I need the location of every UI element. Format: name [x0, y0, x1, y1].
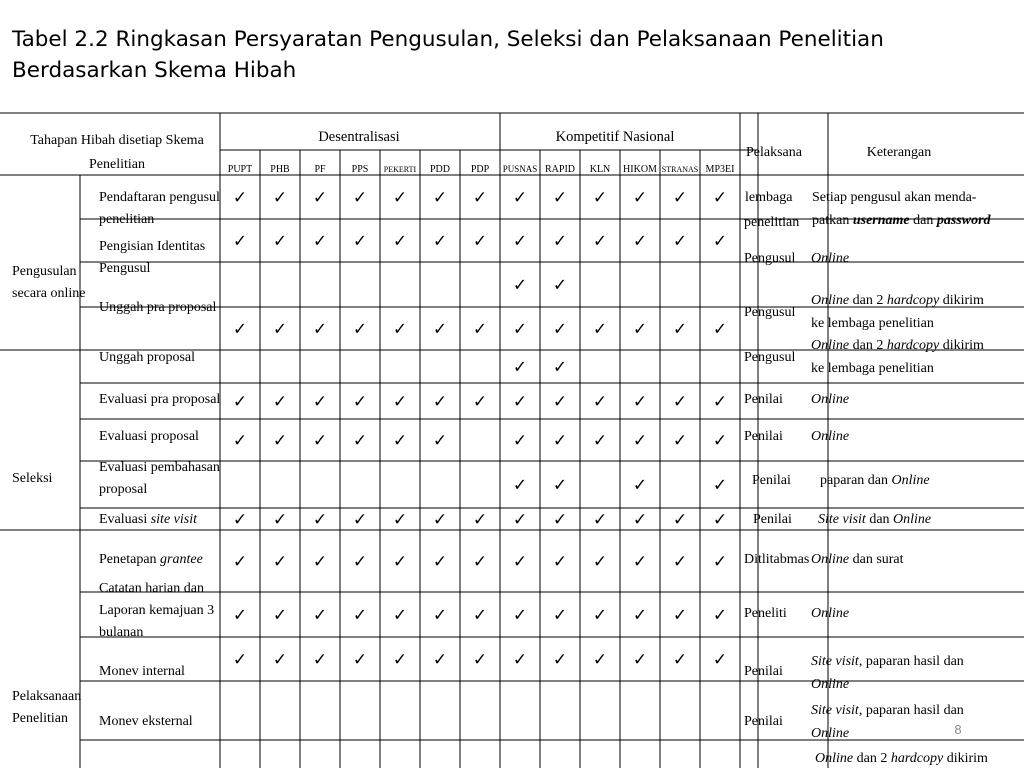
table-row-1-check-pdd: ✓	[432, 231, 448, 251]
table-row-1-check-kln: ✓	[592, 231, 608, 251]
table-row-9-check-pekerti: ✓	[392, 552, 408, 571]
table-row-11-activity	[99, 714, 193, 729]
table-row-11-check-pupt: ✓	[232, 650, 248, 669]
table-row-5-check-pps: ✓	[352, 392, 368, 411]
table-row-3-check-phb: ✓	[272, 319, 288, 339]
table-row-8-check-pupt: ✓	[232, 510, 248, 529]
table-row-8-check-stranas: ✓	[672, 510, 688, 529]
table-row-9-activity	[99, 603, 214, 618]
table-row-11-keterangan-run-1: , paparan hasil dan	[858, 703, 964, 718]
table-row-1-keterangan-run-0: Online	[811, 251, 850, 266]
table-row-4-pelaksana: Penilai	[744, 392, 783, 407]
table-row-4-keterangan	[811, 392, 849, 407]
table-row-3-keterangan-run-0: ke lembaga penelitian	[811, 361, 934, 376]
table-row-1-check-pdp: ✓	[472, 231, 488, 251]
table-row-0-activity	[99, 212, 154, 227]
table-row-9-check-hikom: ✓	[632, 552, 648, 571]
table-row-1-check-mp3ei: ✓	[712, 231, 728, 251]
table-row-5-check-pupt: ✓	[232, 392, 248, 411]
table-row-1-check-hikom: ✓	[632, 231, 648, 251]
table-row-6-check-pf: ✓	[312, 431, 328, 450]
table-row-11-check-phb: ✓	[272, 650, 288, 669]
table-row-11-check-pf: ✓	[312, 650, 328, 669]
table-row-9-activity-run-0: Catatan harian dan	[99, 581, 204, 596]
table-row-10-check-pps: ✓	[352, 605, 368, 625]
table-row-5-check-mp3ei: ✓	[712, 392, 728, 411]
table-row-2-keterangan-run-0: Online	[811, 293, 850, 308]
table-row-5-activity-run-0: Evaluasi proposal	[99, 429, 199, 444]
table-row-7-keterangan	[818, 512, 931, 527]
table-row-7-check-rapid: ✓	[552, 475, 568, 495]
table-row-5-check-stranas: ✓	[672, 392, 688, 411]
header-scheme-pusnas: PUSNAS	[502, 164, 538, 174]
table-row-10-pelaksana: Penilai	[744, 664, 783, 679]
table-row-0-keterangan	[812, 213, 992, 228]
table-row-0-check-pekerti: ✓	[392, 188, 408, 207]
table-row-8-activity	[99, 552, 203, 567]
header-stage-column: Tahapan Hibah disetiap Skema	[30, 133, 204, 148]
table-row-5-check-phb: ✓	[272, 392, 288, 411]
table-row-11-pelaksana: Penilai	[744, 714, 783, 729]
table-row-4-activity	[99, 392, 220, 407]
table-row-2-keterangan	[811, 316, 934, 331]
table-row-12-keterangan	[815, 751, 988, 766]
table-row-6-keterangan	[820, 473, 930, 488]
table-row-3-check-pekerti: ✓	[392, 319, 408, 339]
table-row-3-check-kln: ✓	[592, 319, 608, 339]
table-row-8-activity-run-0: Penetapan	[99, 552, 161, 567]
table-row-6-check-pdd: ✓	[432, 431, 448, 450]
table-row-10-check-stranas: ✓	[672, 605, 688, 625]
table-row-7-check-mp3ei: ✓	[712, 475, 728, 495]
table-row-8-check-pekerti: ✓	[392, 510, 408, 529]
table-row-5-check-pusnas: ✓	[512, 392, 528, 411]
table-row-0-activity-run-0: penelitian	[99, 212, 155, 227]
table-row-9-check-pdp: ✓	[472, 552, 488, 571]
slide-title-line-1: Tabel 2.2 Ringkasan Persyaratan Pengusulan, Seleksi dan Pelaksanaan Penelitian	[12, 27, 884, 52]
table-row-12-keterangan-run-0: Online	[815, 751, 854, 766]
table-row-8-activity-run-1: grantee	[160, 552, 203, 567]
table-row-4-keterangan-run-0: Online	[811, 392, 850, 407]
table-row-3-pelaksana: Pengusul	[744, 350, 796, 365]
table-row-9-check-pdd: ✓	[432, 552, 448, 571]
table-row-7-keterangan-run-1: dan	[865, 512, 894, 527]
table-row-9-check-pupt: ✓	[232, 552, 248, 571]
group-label-0: secara online	[12, 286, 86, 301]
table-row-2-keterangan	[811, 293, 984, 308]
table-row-2-check-pusnas: ✓	[512, 275, 528, 295]
table-row-4-check-pusnas: ✓	[512, 357, 528, 377]
table-row-1-check-pps: ✓	[352, 231, 368, 251]
table-row-1-check-pekerti: ✓	[392, 231, 408, 251]
table-row-10-activity-run-0: Monev internal	[99, 664, 185, 679]
table-row-11-check-pekerti: ✓	[392, 650, 408, 669]
table-row-3-check-hikom: ✓	[632, 319, 648, 339]
header-keterangan: Keterangan	[866, 145, 932, 160]
table-row-1-activity	[99, 261, 150, 276]
table-row-9-check-phb: ✓	[272, 552, 288, 571]
table-row-3-check-pps: ✓	[352, 319, 368, 339]
table-row-3-check-rapid: ✓	[552, 319, 568, 339]
table-row-10-keterangan	[811, 677, 849, 692]
table-row-1-check-phb: ✓	[272, 231, 288, 251]
table-row-2-keterangan-run-3: dikirim	[939, 293, 984, 308]
table-row-8-check-pps: ✓	[352, 510, 368, 529]
header-scheme-pdd: PDD	[429, 164, 451, 175]
table-row-1-activity-run-0: Pengisian Identitas	[99, 239, 206, 254]
table-row-10-check-hikom: ✓	[632, 605, 648, 625]
table-row-11-check-mp3ei: ✓	[712, 650, 728, 669]
table-row-3-check-pdd: ✓	[432, 319, 448, 339]
table-row-11-check-stranas: ✓	[672, 650, 688, 669]
table-row-0-pelaksana: penelitian	[744, 215, 800, 230]
table-row-5-check-pf: ✓	[312, 392, 328, 411]
table-row-8-check-pf: ✓	[312, 510, 328, 529]
table-row-3-check-pusnas: ✓	[512, 319, 528, 339]
table-row-12-keterangan-run-3: dikirim	[943, 751, 988, 766]
table-row-3-check-pf: ✓	[312, 319, 328, 339]
table-row-0-check-hikom: ✓	[632, 188, 648, 207]
table-row-9-check-kln: ✓	[592, 552, 608, 571]
table-row-5-check-rapid: ✓	[552, 392, 568, 411]
header-scheme-pps: PPS	[351, 164, 369, 175]
table-row-0-activity-run-0: Pendaftaran pengusul	[99, 190, 220, 205]
table-row-4-activity-run-0: Evaluasi pra proposal	[99, 392, 221, 407]
table-row-1-keterangan	[811, 251, 849, 266]
table-row-8-check-hikom: ✓	[632, 510, 648, 529]
table-row-10-keterangan-run-0: Online	[811, 677, 850, 692]
table-row-10-check-pekerti: ✓	[392, 605, 408, 625]
table-row-0-keterangan-run-3: password	[936, 213, 991, 228]
table-row-5-activity	[99, 429, 199, 444]
header-group-desentralisasi: Desentralisasi	[318, 129, 400, 145]
table-row-0-check-stranas: ✓	[672, 188, 688, 207]
table-row-6-check-kln: ✓	[592, 431, 608, 450]
group-label-1: Seleksi	[12, 471, 53, 486]
table-row-7-check-hikom: ✓	[632, 475, 648, 495]
table-row-11-check-pdp: ✓	[472, 650, 488, 669]
table-row-0-check-kln: ✓	[592, 188, 608, 207]
table-row-8-check-kln: ✓	[592, 510, 608, 529]
table-row-10-keterangan	[811, 654, 964, 669]
table-row-1-check-pupt: ✓	[232, 231, 248, 251]
table-row-5-keterangan-run-0: Online	[811, 429, 850, 444]
table-row-3-activity	[99, 350, 195, 365]
table-row-0-check-pf: ✓	[312, 188, 328, 207]
table-row-1-activity	[99, 239, 205, 254]
table-row-8-check-pdp: ✓	[472, 510, 488, 529]
table-row-11-check-kln: ✓	[592, 650, 608, 669]
table-row-10-check-rapid: ✓	[552, 605, 568, 625]
header-group-kompetitif: Kompetitif Nasional	[555, 129, 675, 145]
table-row-9-activity	[99, 625, 143, 640]
table-row-8-check-phb: ✓	[272, 510, 288, 529]
table-row-9-keterangan	[811, 606, 849, 621]
table-row-0-activity	[99, 190, 220, 205]
slide-title-line-2: Berdasarkan Skema Hibah	[12, 58, 297, 83]
table-row-3-keterangan	[811, 361, 934, 376]
table-row-1-check-pusnas: ✓	[512, 231, 528, 251]
table-row-3-check-mp3ei: ✓	[712, 319, 728, 339]
group-label-2: Penelitian	[12, 711, 68, 726]
table-row-0-keterangan-run-1: username	[852, 213, 910, 228]
header-scheme-stranas: STRANAS	[661, 165, 699, 174]
table-row-0-check-pps: ✓	[352, 188, 368, 207]
table-row-0-keterangan-run-2: dan	[909, 213, 937, 228]
table-row-2-keterangan-run-0: ke lembaga penelitian	[811, 316, 934, 331]
table-row-6-activity	[99, 482, 147, 497]
table-row-11-check-pps: ✓	[352, 650, 368, 669]
table-row-10-check-phb: ✓	[272, 605, 288, 625]
table-row-9-activity-run-0: Laporan kemajuan 3	[99, 603, 215, 618]
header-stage-column: Penelitian	[89, 157, 145, 172]
table-row-6-check-pekerti: ✓	[392, 431, 408, 450]
table-row-9-check-pps: ✓	[352, 552, 368, 571]
table-row-2-pelaksana: Pengusul	[744, 305, 796, 320]
table-row-9-activity	[99, 581, 204, 596]
group-label-2: Pelaksanaan	[12, 689, 82, 704]
table-row-6-check-mp3ei: ✓	[712, 431, 728, 450]
table-row-9-check-pusnas: ✓	[512, 552, 528, 571]
table-row-11-check-pusnas: ✓	[512, 650, 528, 669]
table-row-4-check-rapid: ✓	[552, 357, 568, 377]
table-row-1-check-pf: ✓	[312, 231, 328, 251]
table-row-8-keterangan-run-0: Online	[811, 552, 850, 567]
table-row-3-keterangan	[811, 338, 984, 353]
table-row-3-keterangan-run-0: Online	[811, 338, 850, 353]
table-row-6-pelaksana: Penilai	[752, 473, 791, 488]
table-row-11-keterangan-run-0: Site visit	[811, 703, 859, 718]
table-row-11-keterangan	[811, 703, 964, 718]
table-row-7-pelaksana: Penilai	[753, 512, 792, 527]
table-row-7-keterangan-run-2: Online	[893, 512, 932, 527]
table-row-0-pelaksana: lembaga	[745, 190, 793, 205]
table-row-6-keterangan-run-1: Online	[891, 473, 930, 488]
table-row-7-keterangan-run-0: Site visit	[818, 512, 866, 527]
table-row-6-keterangan-run-0: paparan dan	[820, 473, 892, 488]
table-row-5-check-pekerti: ✓	[392, 392, 408, 411]
table-row-11-check-pdd: ✓	[432, 650, 448, 669]
table-row-5-check-hikom: ✓	[632, 392, 648, 411]
table-row-0-check-pdd: ✓	[432, 188, 448, 207]
table-row-9-check-pf: ✓	[312, 552, 328, 571]
table-row-0-keterangan-run-0: Setiap pengusul akan menda-	[812, 190, 977, 205]
table-row-1-pelaksana: Pengusul	[744, 251, 796, 266]
table-row-10-check-pupt: ✓	[232, 605, 248, 625]
table-row-9-activity-run-0: bulanan	[99, 625, 144, 640]
table-row-11-check-rapid: ✓	[552, 650, 568, 669]
table-row-6-check-rapid: ✓	[552, 431, 568, 450]
table-row-11-keterangan	[811, 726, 849, 741]
table-row-6-activity-run-0: proposal	[99, 482, 148, 497]
table-row-3-check-pdp: ✓	[472, 319, 488, 339]
table-row-3-keterangan-run-3: dikirim	[939, 338, 984, 353]
header-scheme-mp3ei: MP3EI	[705, 164, 735, 175]
table-row-5-check-kln: ✓	[592, 392, 608, 411]
table-row-2-keterangan-run-2: hardcopy	[886, 293, 940, 308]
table-row-9-check-mp3ei: ✓	[712, 552, 728, 571]
table-row-5-check-pdp: ✓	[472, 392, 488, 411]
table-row-0-check-phb: ✓	[272, 188, 288, 207]
table-row-3-activity-run-0: Unggah proposal	[99, 350, 196, 365]
table-row-0-keterangan-run-0: patkan	[812, 213, 853, 228]
table-row-6-check-pps: ✓	[352, 431, 368, 450]
table-row-9-check-rapid: ✓	[552, 552, 568, 571]
table-row-7-activity	[99, 512, 198, 527]
table-row-8-check-mp3ei: ✓	[712, 510, 728, 529]
table-row-10-check-pusnas: ✓	[512, 605, 528, 625]
table-row-0-keterangan	[812, 190, 977, 205]
table-row-2-keterangan-run-1: dan 2	[849, 293, 887, 308]
table-row-6-check-pupt: ✓	[232, 431, 248, 450]
table-row-2-activity	[99, 300, 217, 315]
table-row-6-check-phb: ✓	[272, 431, 288, 450]
table-row-8-keterangan-run-1: dan surat	[849, 552, 904, 567]
table-row-8-check-pdd: ✓	[432, 510, 448, 529]
table-row-10-check-pdd: ✓	[432, 605, 448, 625]
table-row-7-check-pusnas: ✓	[512, 475, 528, 495]
table-row-8-pelaksana: Ditlitabmas	[744, 552, 810, 567]
table-row-10-check-mp3ei: ✓	[712, 605, 728, 625]
header-pelaksana: Pelaksana	[746, 145, 802, 160]
header-scheme-rapid: RAPID	[544, 164, 576, 175]
table-row-6-activity	[99, 460, 220, 475]
table-row-3-check-stranas: ✓	[672, 319, 688, 339]
table-row-0-check-mp3ei: ✓	[712, 188, 728, 207]
table-row-10-check-pdp: ✓	[472, 605, 488, 625]
table-row-1-check-stranas: ✓	[672, 231, 688, 251]
header-scheme-pf: PF	[314, 164, 326, 175]
table-row-6-check-pusnas: ✓	[512, 431, 528, 450]
table-row-1-check-rapid: ✓	[552, 231, 568, 251]
table-row-0-check-pupt: ✓	[232, 188, 248, 207]
table-row-10-check-pf: ✓	[312, 605, 328, 625]
table-row-11-keterangan-run-0: Online	[811, 726, 850, 741]
table-row-10-activity	[99, 664, 185, 679]
table-row-3-keterangan-run-1: dan 2	[849, 338, 887, 353]
table-row-0-check-rapid: ✓	[552, 188, 568, 207]
table-row-7-activity-run-0: Evaluasi	[99, 512, 151, 527]
table-row-11-check-hikom: ✓	[632, 650, 648, 669]
table-row-1-activity-run-0: Pengusul	[99, 261, 151, 276]
table-row-10-check-kln: ✓	[592, 605, 608, 625]
page-number: 8	[954, 722, 962, 737]
table-row-5-keterangan	[811, 429, 849, 444]
header-scheme-hikom: HIKOM	[623, 164, 657, 175]
table-row-9-pelaksana: Peneliti	[744, 606, 787, 621]
table-row-2-activity-run-0: Unggah pra proposal	[99, 300, 217, 315]
table-row-6-activity-run-0: Evaluasi pembahasan	[99, 460, 220, 475]
table-row-0-check-pusnas: ✓	[512, 188, 528, 207]
table-row-3-check-pupt: ✓	[232, 319, 248, 339]
table-row-6-check-stranas: ✓	[672, 431, 688, 450]
group-label-0: Pengusulan	[12, 264, 77, 279]
table-row-5-pelaksana: Penilai	[744, 429, 783, 444]
table-row-2-check-rapid: ✓	[552, 275, 568, 295]
table-row-9-keterangan-run-0: Online	[811, 606, 850, 621]
table-row-8-keterangan	[811, 552, 904, 567]
table-row-6-check-hikom: ✓	[632, 431, 648, 450]
header-scheme-kln: KLN	[589, 164, 611, 175]
table-row-10-keterangan-run-0: Site visit	[811, 654, 859, 669]
table-row-3-keterangan-run-2: hardcopy	[886, 338, 940, 353]
table-row-8-check-pusnas: ✓	[512, 510, 528, 529]
table-row-12-keterangan-run-1: dan 2	[853, 751, 891, 766]
table-row-11-activity-run-0: Monev eksternal	[99, 714, 193, 729]
header-scheme-pdp: PDP	[470, 164, 490, 175]
table-row-10-keterangan-run-1: , paparan hasil dan	[858, 654, 964, 669]
table-row-7-activity-run-1: site visit	[150, 512, 197, 527]
table-row-12-keterangan-run-2: hardcopy	[890, 751, 944, 766]
header-scheme-phb: PHB	[270, 164, 290, 175]
header-scheme-pupt: PUPT	[227, 164, 253, 175]
header-scheme-pekerti: PEKERTI	[383, 165, 417, 174]
table-row-9-check-stranas: ✓	[672, 552, 688, 571]
table-row-5-check-pdd: ✓	[432, 392, 448, 411]
table-row-0-check-pdp: ✓	[472, 188, 488, 207]
table-row-8-check-rapid: ✓	[552, 510, 568, 529]
